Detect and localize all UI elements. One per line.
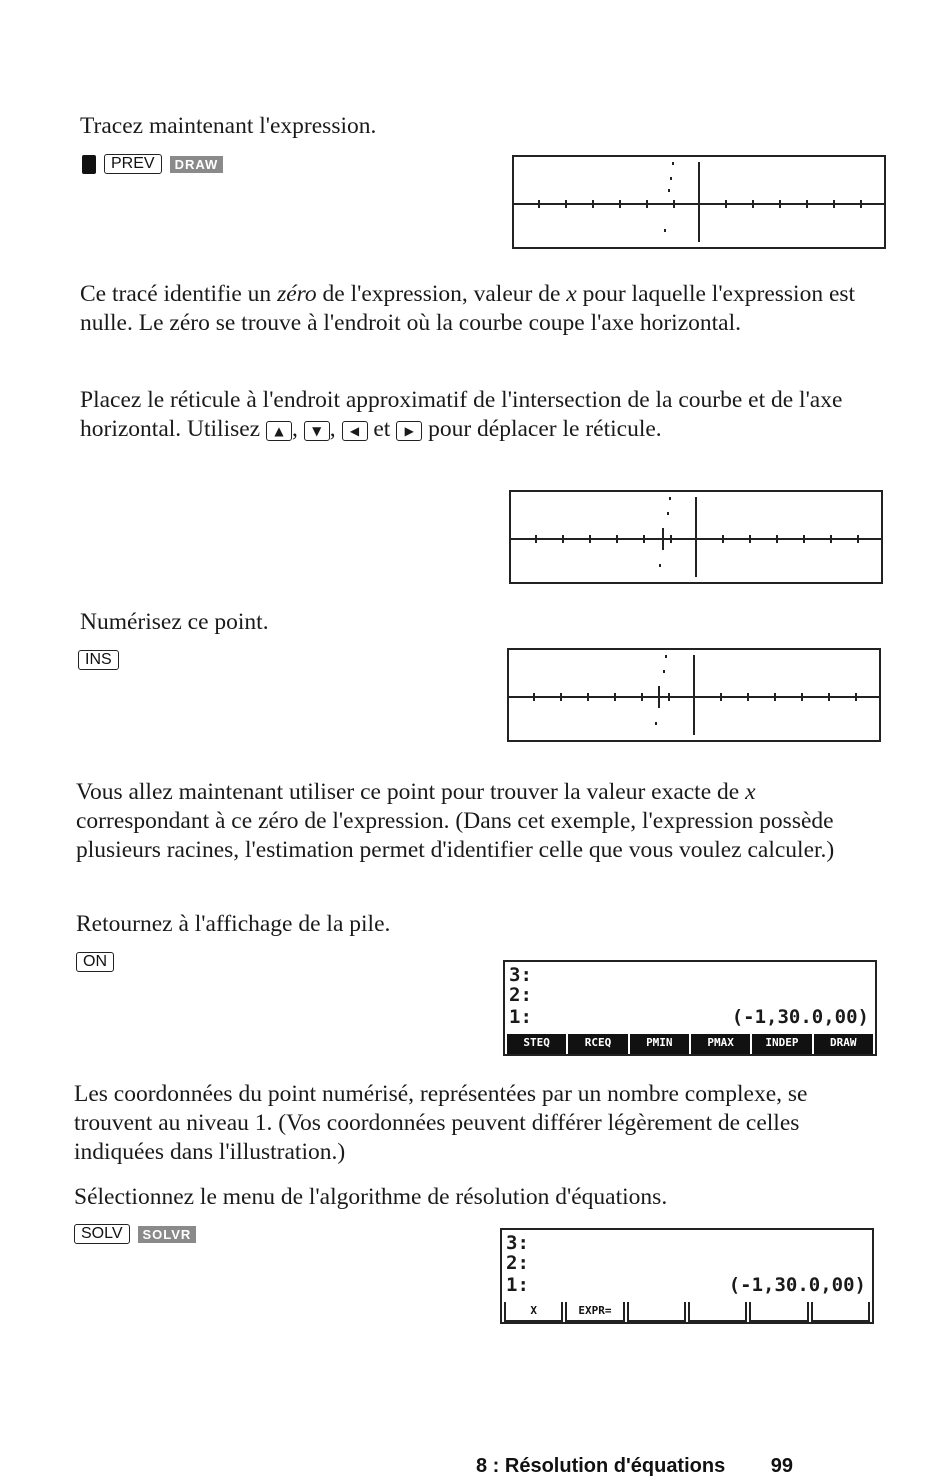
keystroke-sequence [82, 154, 223, 174]
text-run: , [329, 416, 342, 442]
instruction-text: Retournez à l'affichage de la pile. [76, 911, 391, 937]
instruction-text: Sélectionnez le menu de l'algorithme de résolution d'équations. [74, 1184, 668, 1210]
ins-key: INS [78, 650, 119, 670]
page-footer [476, 1455, 793, 1478]
arrow-right-key-icon: ▶ [396, 421, 422, 441]
variable-text: x [566, 281, 577, 307]
body-text [80, 280, 880, 338]
arrow-left-key-icon: ◀ [342, 421, 368, 441]
instruction-text: Tracez maintenant l'expression. [80, 113, 377, 139]
body-text [80, 386, 880, 444]
menu-label-pmin: PMIN [630, 1034, 689, 1054]
plot-display [509, 490, 883, 584]
plot-graphic [511, 492, 881, 582]
paragraph [74, 1080, 874, 1167]
menu-label-x: X [504, 1302, 563, 1322]
page-number: 99 [770, 1455, 794, 1477]
body-text: Les coordonnées du point numérisé, représentées par un nombre complexe, se trouvent au niveau 1. (Vos coordonnées peuvent différer légèrement de celles indiquées dans l'illustration.) [74, 1081, 808, 1165]
draw-softkey: DRAW [170, 156, 224, 173]
paragraph [76, 910, 876, 939]
softkey-menu [502, 1302, 872, 1322]
prev-key: PREV [104, 154, 162, 174]
keystroke-sequence [74, 1224, 196, 1244]
left-shift-key-icon [82, 155, 96, 174]
arrow-down-key-icon: ▼ [304, 421, 330, 441]
menu-label-steq: STEQ [507, 1034, 566, 1054]
level-label: 2: [509, 984, 532, 1006]
text-run: Ce tracé identifie un [80, 281, 278, 307]
paragraph [80, 608, 880, 637]
text-run: pour déplacer le réticule. [422, 416, 662, 442]
text-run: correspondant à ce zéro de l'expression. (Dans cet exemple, l'expression possède plusieurs racines, l'estimation permet d'identifier celle que vous voulez calculer.) [76, 808, 835, 863]
level-label: 3: [506, 1232, 529, 1254]
paragraph [80, 280, 880, 338]
level-label: 1: [506, 1274, 529, 1296]
plot-display [507, 648, 881, 742]
level-label: 3: [509, 964, 532, 986]
paragraph [80, 112, 880, 141]
arrow-up-key-icon: ▲ [266, 421, 292, 441]
stack-value: (-1,30.0,00) [728, 1274, 866, 1296]
paragraph [74, 1183, 874, 1212]
variable-text: x [745, 779, 756, 805]
plot-display [512, 155, 886, 249]
chapter-title: 8 : Résolution d'équations [476, 1455, 726, 1477]
plot-graphic [509, 650, 879, 740]
text-run: pour laquelle l'expression est nulle. Le zéro se trouve à l'endroit où la courbe coupe l'axe horizontal. [80, 281, 856, 336]
stack-level-3 [506, 1232, 866, 1254]
text-run: et [367, 416, 397, 442]
plot-graphic [514, 157, 884, 247]
level-label: 1: [509, 1006, 532, 1028]
menu-label-empty [811, 1302, 870, 1322]
stack-level-2 [506, 1252, 866, 1274]
menu-label-empty [627, 1302, 686, 1322]
text-run: de l'expression, valeur de [316, 281, 567, 307]
text-run: Vous allez maintenant utiliser ce point pour trouver la valeur exacte de [76, 779, 746, 805]
menu-label-empty [749, 1302, 808, 1322]
text-run: Placez le réticule à l'endroit approximatif de l'intersection de la courbe et de l'axe horizontal. Utilisez [80, 387, 843, 442]
emphasis-text: zéro [277, 281, 317, 307]
level-label: 2: [506, 1252, 529, 1274]
instruction-text: Numérisez ce point. [80, 609, 269, 635]
keystroke-sequence [78, 650, 119, 670]
stack-value: (-1,30.0,00) [731, 1006, 869, 1028]
stack-level-3 [509, 964, 869, 986]
stack-level-1 [509, 1006, 869, 1028]
menu-label-empty [688, 1302, 747, 1322]
stack-level-2 [509, 984, 869, 1006]
solvr-softkey: SOLVR [138, 1226, 197, 1243]
stack-display [503, 960, 877, 1056]
stack-display [500, 1228, 874, 1324]
paragraph [76, 778, 876, 865]
body-text [76, 778, 876, 865]
menu-label-rceq: RCEQ [568, 1034, 627, 1054]
menu-label-pmax: PMAX [691, 1034, 750, 1054]
menu-label-expr: EXPR= [565, 1302, 624, 1322]
menu-label-draw: DRAW [814, 1034, 873, 1054]
solv-key: SOLV [74, 1224, 130, 1244]
paragraph [80, 386, 880, 444]
menu-label-indep: INDEP [752, 1034, 811, 1054]
stack-level-1 [506, 1274, 866, 1296]
keystroke-sequence [76, 952, 114, 972]
softkey-menu [505, 1034, 875, 1054]
on-key: ON [76, 952, 114, 972]
text-run: , [292, 416, 304, 442]
